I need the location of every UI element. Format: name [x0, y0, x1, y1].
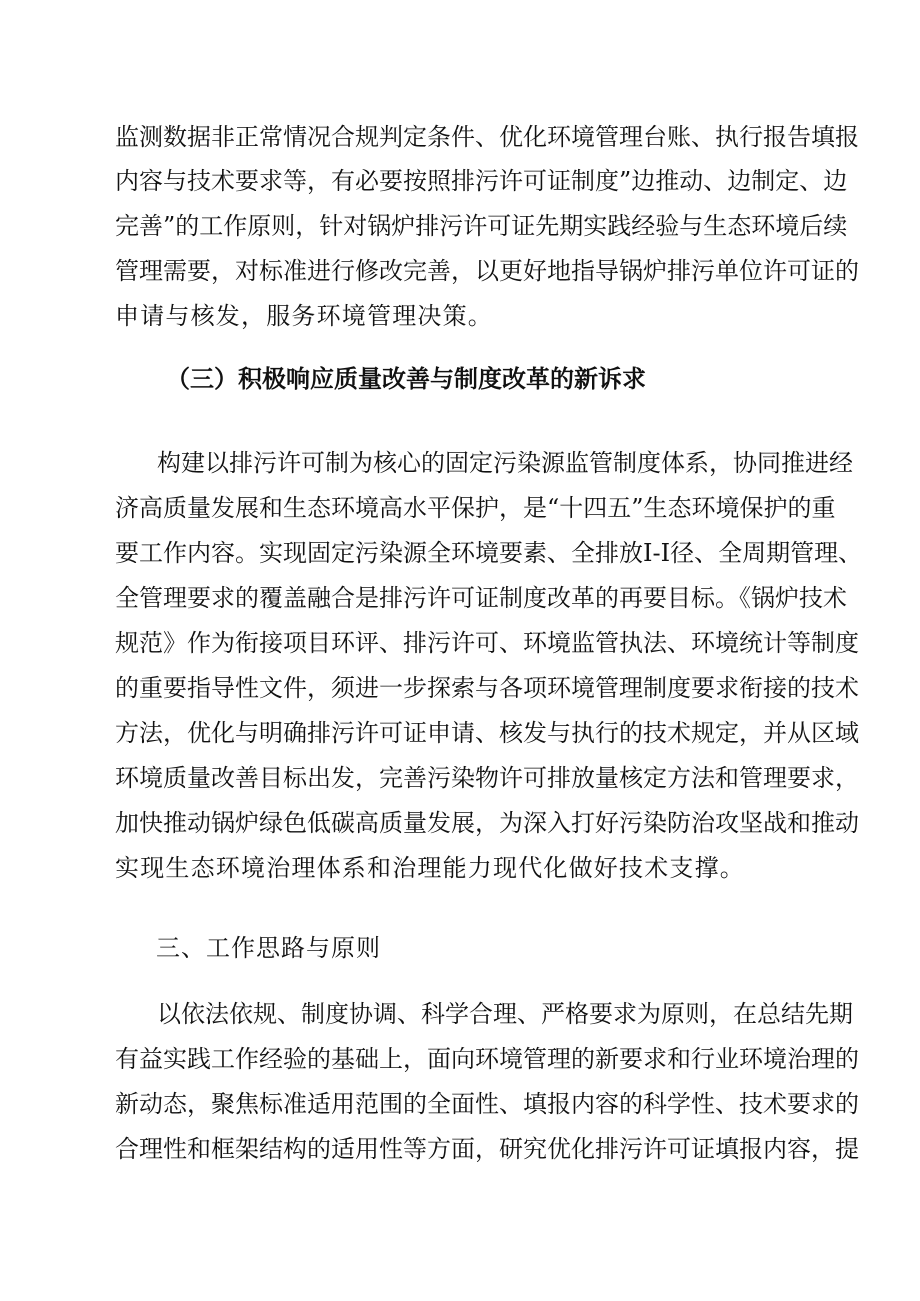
paragraph-line: 方法，优化与明确排污许可证申请、核发与执行的技术规定，并从区域	[115, 719, 859, 747]
paragraph-line: 内容与技术要求等，有必要按照排污许可证制度”边推动、边制定、边	[115, 167, 848, 195]
paragraph-line: 要工作内容。实现固定污染源全环境要素、全排放I-I径、全周期管理、	[115, 539, 863, 567]
paragraph-line: 新动态，聚焦标准适用范围的全面性、填报内容的科学性、技术要求的	[115, 1090, 859, 1118]
paragraph-line: 的重要指导性文件，须进一步探索与各项环境管理制度要求衔接的技术	[115, 674, 859, 702]
chapter-heading: 三、工作思路与原则	[156, 934, 381, 962]
paragraph-line: 全管理要求的覆盖融合是排污许可证制度改革的再要目标。《锅炉技术	[115, 584, 847, 612]
paragraph-line: 构建以排污许可制为核心的固定污染源监管制度体系，协同推进经	[157, 449, 853, 477]
section-heading: （三）积极响应质量改善与制度改革的新诉求	[166, 365, 646, 393]
paragraph-line: 以依法依规、制度协调、科学合理、严格要求为原则，在总结先期	[157, 1000, 853, 1028]
paragraph-line: 有益实践工作经验的基础上，面向环境管理的新要求和行业环境治理的	[115, 1045, 859, 1073]
paragraph-line: 济高质量发展和生态环境高水平保护，是“十四五”生态环境保护的重	[115, 494, 836, 522]
paragraph-line: 完善”的工作原则，针对锅炉排污许可证先期实践经验与生态环境后续	[115, 212, 848, 240]
paragraph-line: 申请与核发，服务环境管理决策。	[115, 302, 493, 330]
paragraph-line: 合理性和框架结构的适用性等方面，研究优化排污许可证填报内容，提	[115, 1135, 859, 1163]
paragraph-line: 管理需要，对标准进行修改完善，以更好地指导锅炉排污单位许可证的	[115, 257, 859, 285]
paragraph-line: 规范》作为衔接项目环评、排污许可、环境监管执法、环境统计等制度	[115, 629, 859, 657]
paragraph-line: 环境质量改善目标出发，完善污染物许可排放量核定方法和管理要求，	[115, 764, 859, 792]
paragraph-line: 监测数据非正常情况合规判定条件、优化环境管理台账、执行报告填报	[115, 123, 859, 151]
paragraph-line: 加快推动锅炉绿色低碳高质量发展，为深入打好污染防治攻坚战和推动	[115, 809, 859, 837]
paragraph-line: 实现生态环境治理体系和治理能力现代化做好技术支撑。	[115, 854, 745, 882]
